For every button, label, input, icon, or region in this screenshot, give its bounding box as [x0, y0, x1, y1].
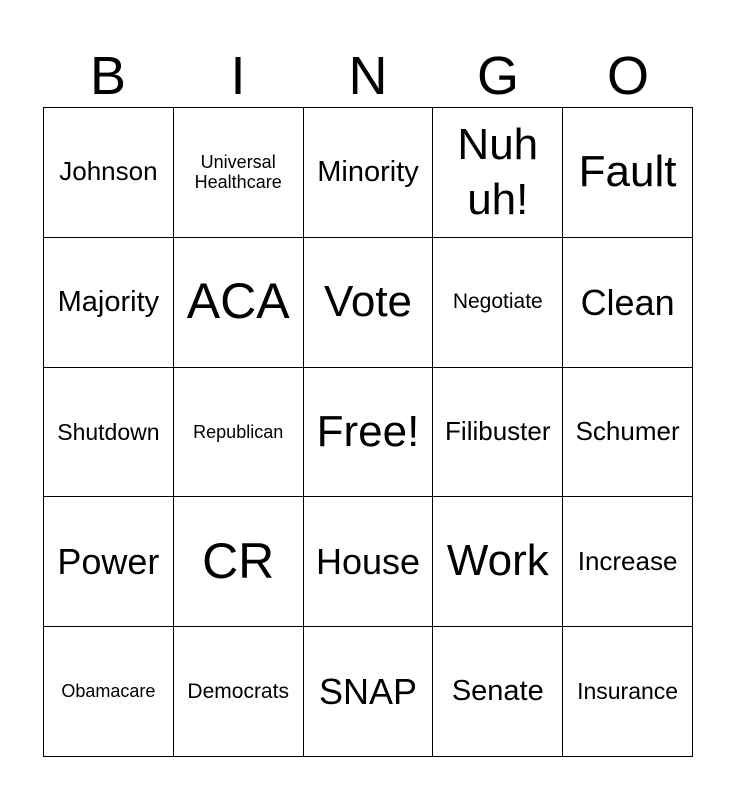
bingo-cell-r1c0[interactable]: [44, 238, 174, 368]
bingo-cell-r4c0[interactable]: [44, 627, 174, 757]
cell-label: SNAP: [318, 670, 418, 712]
cell-label: CR: [202, 533, 275, 590]
cell-label: Power: [57, 541, 160, 583]
bingo-cell-r1c1[interactable]: [174, 238, 304, 368]
cell-label: Nuh uh!: [457, 120, 539, 225]
bingo-cell-r2c2[interactable]: [304, 368, 434, 498]
cell-label: Clean: [580, 281, 675, 323]
cell-label: Shutdown: [57, 418, 160, 445]
cell-label: House: [315, 541, 421, 583]
cell-label: ACA: [186, 273, 290, 330]
cell-label: Fault: [578, 147, 677, 197]
bingo-cell-r0c4[interactable]: [563, 108, 693, 238]
cell-label: Obamacare: [61, 681, 156, 702]
header-letter-o: O: [606, 46, 649, 106]
bingo-cell-r4c4[interactable]: [563, 627, 693, 757]
bingo-cell-r4c1[interactable]: [174, 627, 304, 757]
bingo-board: [43, 107, 693, 757]
bingo-cell-r3c1[interactable]: [174, 497, 304, 627]
bingo-cell-r0c1[interactable]: [174, 108, 304, 238]
bingo-cell-r1c3[interactable]: [433, 238, 563, 368]
bingo-cell-r4c2[interactable]: [304, 627, 434, 757]
cell-label: Insurance: [577, 678, 679, 705]
bingo-cell-r3c4[interactable]: [563, 497, 693, 627]
cell-label: Senate: [451, 674, 544, 707]
bingo-cell-r0c3[interactable]: [433, 108, 563, 238]
bingo-cell-r3c2[interactable]: [304, 497, 434, 627]
cell-label: Universal Healthcare: [194, 151, 282, 193]
bingo-cell-r2c3[interactable]: [433, 368, 563, 498]
bingo-cell-r2c4[interactable]: [563, 368, 693, 498]
cell-label: Republican: [193, 421, 284, 442]
bingo-cell-r0c0[interactable]: [44, 108, 174, 238]
cell-label: Democrats: [187, 679, 289, 703]
bingo-cell-r1c4[interactable]: [563, 238, 693, 368]
bingo-cell-r0c2[interactable]: [304, 108, 434, 238]
header-letter-b: B: [89, 46, 127, 106]
bingo-cell-r2c1[interactable]: [174, 368, 304, 498]
bingo-cell-r2c0[interactable]: [44, 368, 174, 498]
cell-label: Increase: [577, 545, 678, 576]
header-letter-n: N: [348, 46, 388, 106]
cell-label: Majority: [57, 285, 160, 318]
bingo-cell-r3c3[interactable]: [433, 497, 563, 627]
cell-label: Work: [446, 536, 549, 586]
cell-label: Schumer: [575, 416, 680, 447]
cell-label: Minority: [317, 155, 419, 188]
cell-label: Filibuster: [445, 416, 551, 447]
bingo-header: [43, 44, 693, 108]
cell-label: Vote: [323, 276, 413, 326]
cell-label: Free!: [316, 406, 420, 456]
cell-label: Negotiate: [452, 290, 543, 314]
cell-label: Johnson: [59, 156, 158, 187]
header-letter-g: G: [476, 46, 519, 106]
bingo-cell-r3c0[interactable]: [44, 497, 174, 627]
bingo-cell-r1c2[interactable]: [304, 238, 434, 368]
header-letter-i: I: [230, 46, 246, 106]
bingo-cell-r4c3[interactable]: [433, 627, 563, 757]
